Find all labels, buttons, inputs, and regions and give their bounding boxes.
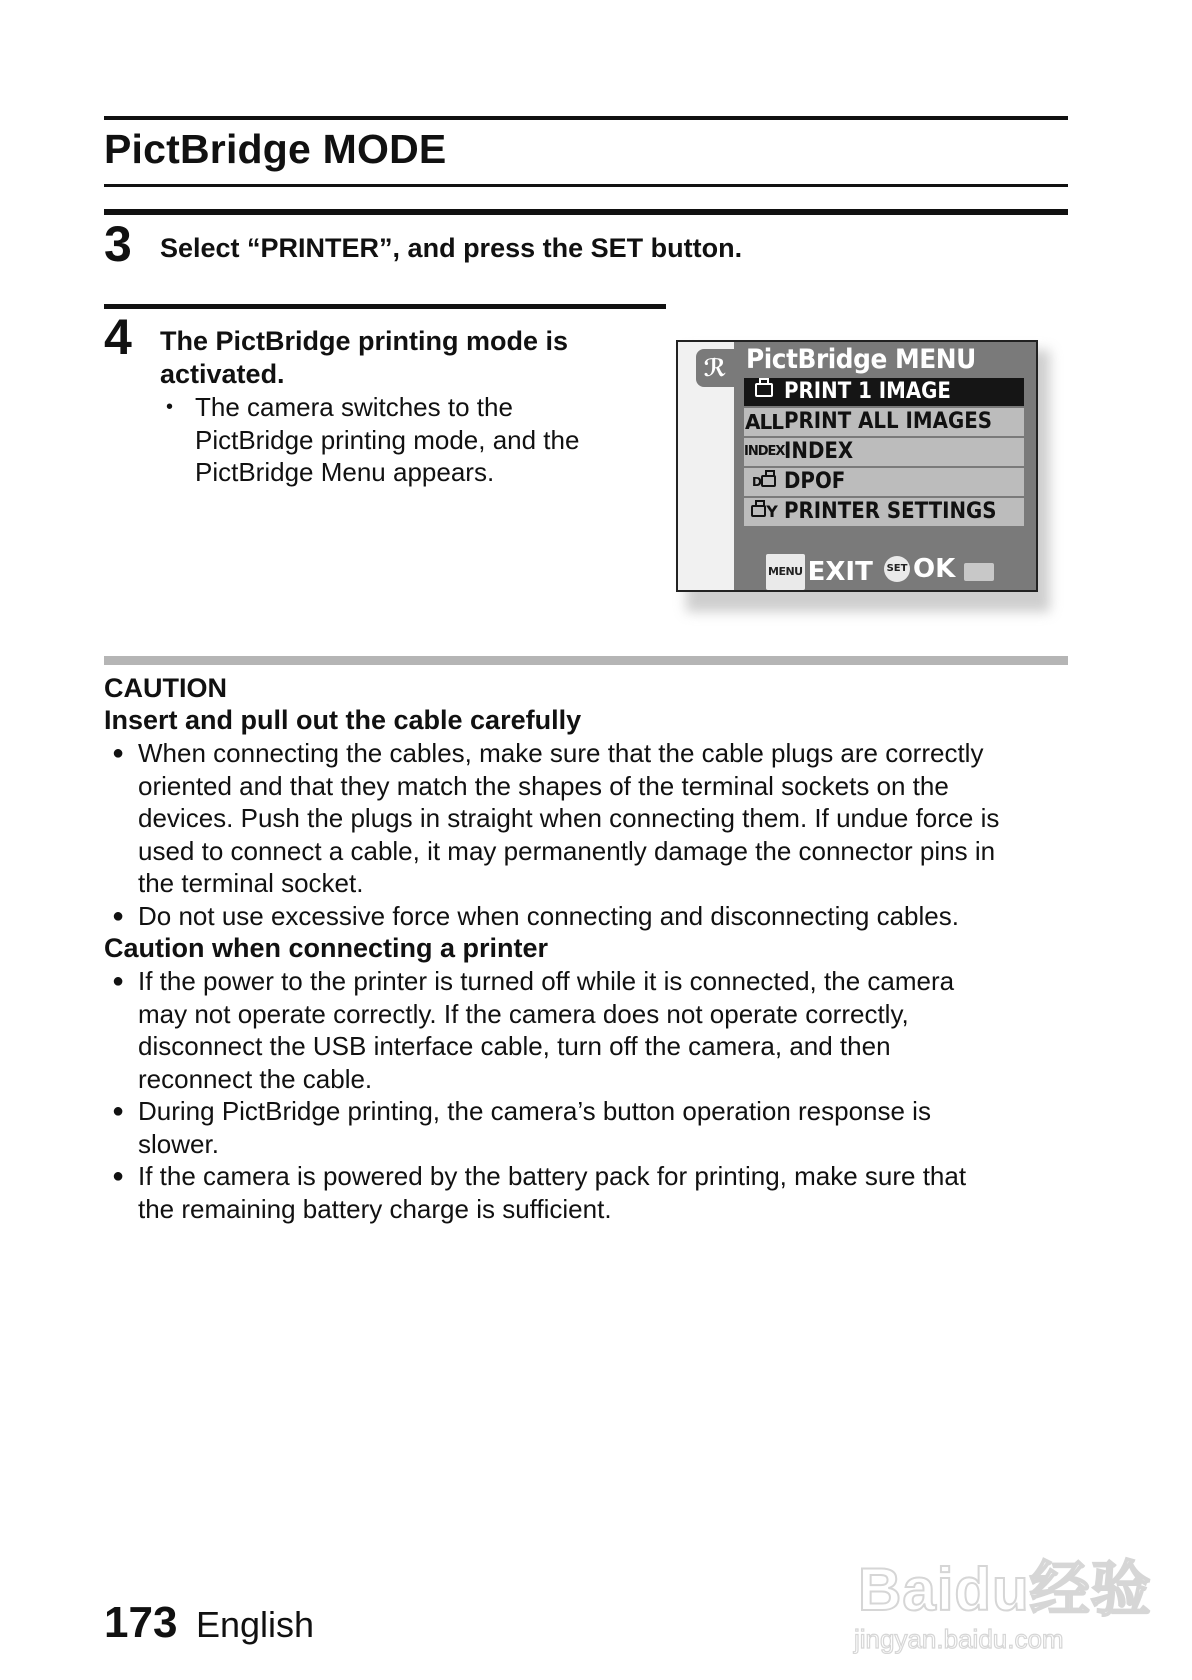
baidu-watermark: [848, 1520, 1152, 1660]
caution-section-1-title: Insert and pull out the cable carefully: [104, 705, 582, 735]
bullet-text: When connecting the cables, make sure that the cable plugs are correctly oriented and that they match the shapes of the terminal sockets on the devices. Push the plugs in straight when connecting them. If undue force is used to connect a cable, it may permanently damage the connector pins in the terminal socket.: [138, 738, 1000, 898]
baidu-logo: Baidu经验: [858, 1556, 1152, 1623]
section-rule: [104, 209, 1068, 215]
ok-hint[interactable]: [884, 554, 955, 584]
step-4-bullet-line-3: PictBridge Menu appears.: [195, 457, 495, 487]
exit-label: EXIT: [807, 557, 873, 587]
battery-icon: [964, 563, 994, 581]
menu-item-print-1-image[interactable]: [744, 378, 1024, 406]
menu-item-label: DPOF: [784, 469, 846, 494]
menu-item-printer-settings[interactable]: [744, 498, 1024, 526]
bullet-icon: ●: [112, 1100, 125, 1122]
menu-item-print-all-images[interactable]: [744, 408, 1024, 436]
index-icon: INDEX: [744, 444, 785, 459]
page-number: 173: [104, 1598, 178, 1647]
caution-heading: CAUTION: [104, 673, 227, 703]
menu-item-index[interactable]: [744, 438, 1024, 466]
menu-item-label: INDEX: [784, 439, 854, 464]
printer-wrench-icon: Y: [744, 498, 784, 526]
page-title: PictBridge MODE: [104, 126, 447, 172]
bullet-text: Do not use excessive force when connecting and disconnecting cables.: [138, 901, 959, 931]
exit-hint[interactable]: [766, 554, 873, 590]
ok-label: OK: [913, 554, 956, 584]
bullet-icon: ●: [112, 905, 125, 927]
dpof-printer-icon: D: [744, 468, 784, 496]
bullet-text: If the camera is powered by the battery pack for printing, make sure that the remaining battery charge is sufficient.: [138, 1161, 967, 1224]
menu-item-label: PRINTER SETTINGS: [784, 499, 997, 524]
step-4-rule: [104, 304, 666, 309]
step-3-number: 3: [104, 216, 132, 272]
bullet-icon: ●: [112, 970, 125, 992]
menu-key-icon: MENU: [766, 554, 805, 590]
menu-title: PictBridge MENU: [746, 344, 976, 375]
title-underline: [104, 184, 1068, 187]
menu-item-label: PRINT ALL IMAGES: [784, 409, 992, 434]
step-3-text: Select “PRINTER”, and press the SET button.: [160, 233, 743, 263]
step-4-number: 4: [104, 309, 132, 365]
menu-item-label: PRINT 1 IMAGE: [784, 379, 951, 404]
pictbridge-icon: ℛ: [696, 349, 734, 387]
step-4-text-line-1: The PictBridge printing mode is: [160, 326, 569, 356]
header-top-rule: [104, 116, 1068, 120]
camera-screen: [676, 340, 1038, 592]
step-4-text-line-2: activated.: [160, 359, 285, 389]
watermark-url: jingyan.baidu.com: [854, 1624, 1064, 1654]
set-key-icon: SET: [884, 556, 910, 582]
step-4-bullet-dot: •: [166, 396, 174, 418]
menu-item-dpof[interactable]: [744, 468, 1024, 496]
bullet-text: During PictBridge printing, the camera’s button operation response is slower.: [138, 1096, 931, 1159]
caution-section-2-title: Caution when connecting a printer: [104, 933, 549, 963]
printer-icon: [744, 378, 784, 406]
step-4-bullet-line-1: The camera switches to the: [195, 392, 513, 422]
bullet-text: If the power to the printer is turned off while it is connected, the camera may not operate correctly. If the camera does not operate correctly, disconnect the USB interface cable, turn off the camera, and then reconnect the cable.: [138, 966, 955, 1094]
caution-rule: [104, 656, 1068, 665]
page-language: English: [196, 1604, 315, 1645]
bullet-icon: ●: [112, 1165, 125, 1187]
step-4-bullet-line-2: PictBridge printing mode, and the: [195, 425, 580, 455]
bullet-icon: ●: [112, 742, 125, 764]
all-icon: ALL: [745, 410, 783, 434]
